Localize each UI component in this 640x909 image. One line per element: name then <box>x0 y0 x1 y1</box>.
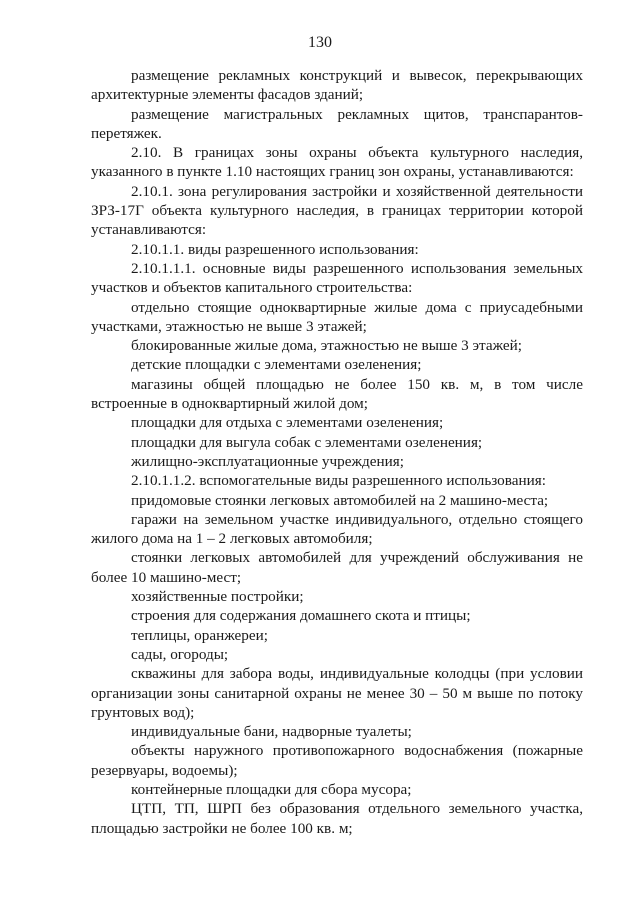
paragraph: площадки для выгула собак с элементами озеленения; <box>131 433 483 451</box>
paragraph: 2.10.1.1. виды разрешенного использования: <box>131 240 419 258</box>
document-body <box>91 66 583 838</box>
paragraph: детские площадки с элементами озеленения; <box>131 356 422 374</box>
paragraph: объекты наружного противопожарного водоснабжения (пожарные резервуары, водоемы); <box>91 742 583 779</box>
paragraph: 2.10.1. зона регулирования застройки и хозяйственной деятельности ЗРЗ-17Г объекта культурного наследия, в границах территории которой устанавливаются: <box>91 182 583 239</box>
paragraph: размещение магистральных рекламных щитов, транспарантов-перетяжек. <box>91 105 583 142</box>
paragraph: магазины общей площадью не более 150 кв. м, в том числе встроенные в одноквартирный жилой дом; <box>91 375 583 413</box>
paragraph: площадки для отдыха с элементами озеленения; <box>131 414 444 432</box>
paragraph: строения для содержания домашнего скота и птицы; <box>131 607 471 625</box>
paragraph: 2.10. В границах зоны охраны объекта культурного наследия, указанного в пункте 1.10 настоящих границ зон охраны, устанавливаются: <box>91 144 583 181</box>
paragraph: гаражи на земельном участке индивидуального, отдельно стоящего жилого дома на 1 – 2 легковых автомобиля; <box>91 510 583 548</box>
paragraph: хозяйственные постройки; <box>131 588 304 606</box>
paragraph: 2.10.1.1.1. основные виды разрешенного использования земельных участков и объектов капитального строительства: <box>91 259 583 297</box>
paragraph: стоянки легковых автомобилей для учреждений обслуживания не более 10 машино-мест; <box>91 549 583 586</box>
paragraph: теплицы, оранжереи; <box>131 626 268 644</box>
paragraph: скважины для забора воды, индивидуальные колодцы (при условии организации зоны санитарной охраны не менее 30 – 50 м выше по потоку грунтовых вод); <box>91 665 583 721</box>
paragraph: придомовые стоянки легковых автомобилей на 2 машино-места; <box>131 491 549 509</box>
paragraph: размещение рекламных конструкций и вывесок, перекрывающих архитектурные элементы фасадов зданий; <box>91 67 583 104</box>
paragraph: контейнерные площадки для сбора мусора; <box>131 780 412 798</box>
paragraph: жилищно-эксплуатационные учреждения; <box>131 452 404 470</box>
paragraph: отдельно стоящие одноквартирные жилые дома с приусадебными участками, этажностью не выше 3 этажей; <box>91 298 583 335</box>
paragraph: блокированные жилые дома, этажностью не выше 3 этажей; <box>131 337 522 355</box>
page-number: 130 <box>308 34 332 51</box>
paragraph: сады, огороды; <box>131 645 229 663</box>
paragraph: 2.10.1.1.2. вспомогательные виды разрешенного использования: <box>131 472 546 490</box>
paragraph: ЦТП, ТП, ШРП без образования отдельного земельного участка, площадью застройки не более 100 кв. м; <box>91 800 583 837</box>
paragraph: индивидуальные бани, надворные туалеты; <box>131 723 412 741</box>
